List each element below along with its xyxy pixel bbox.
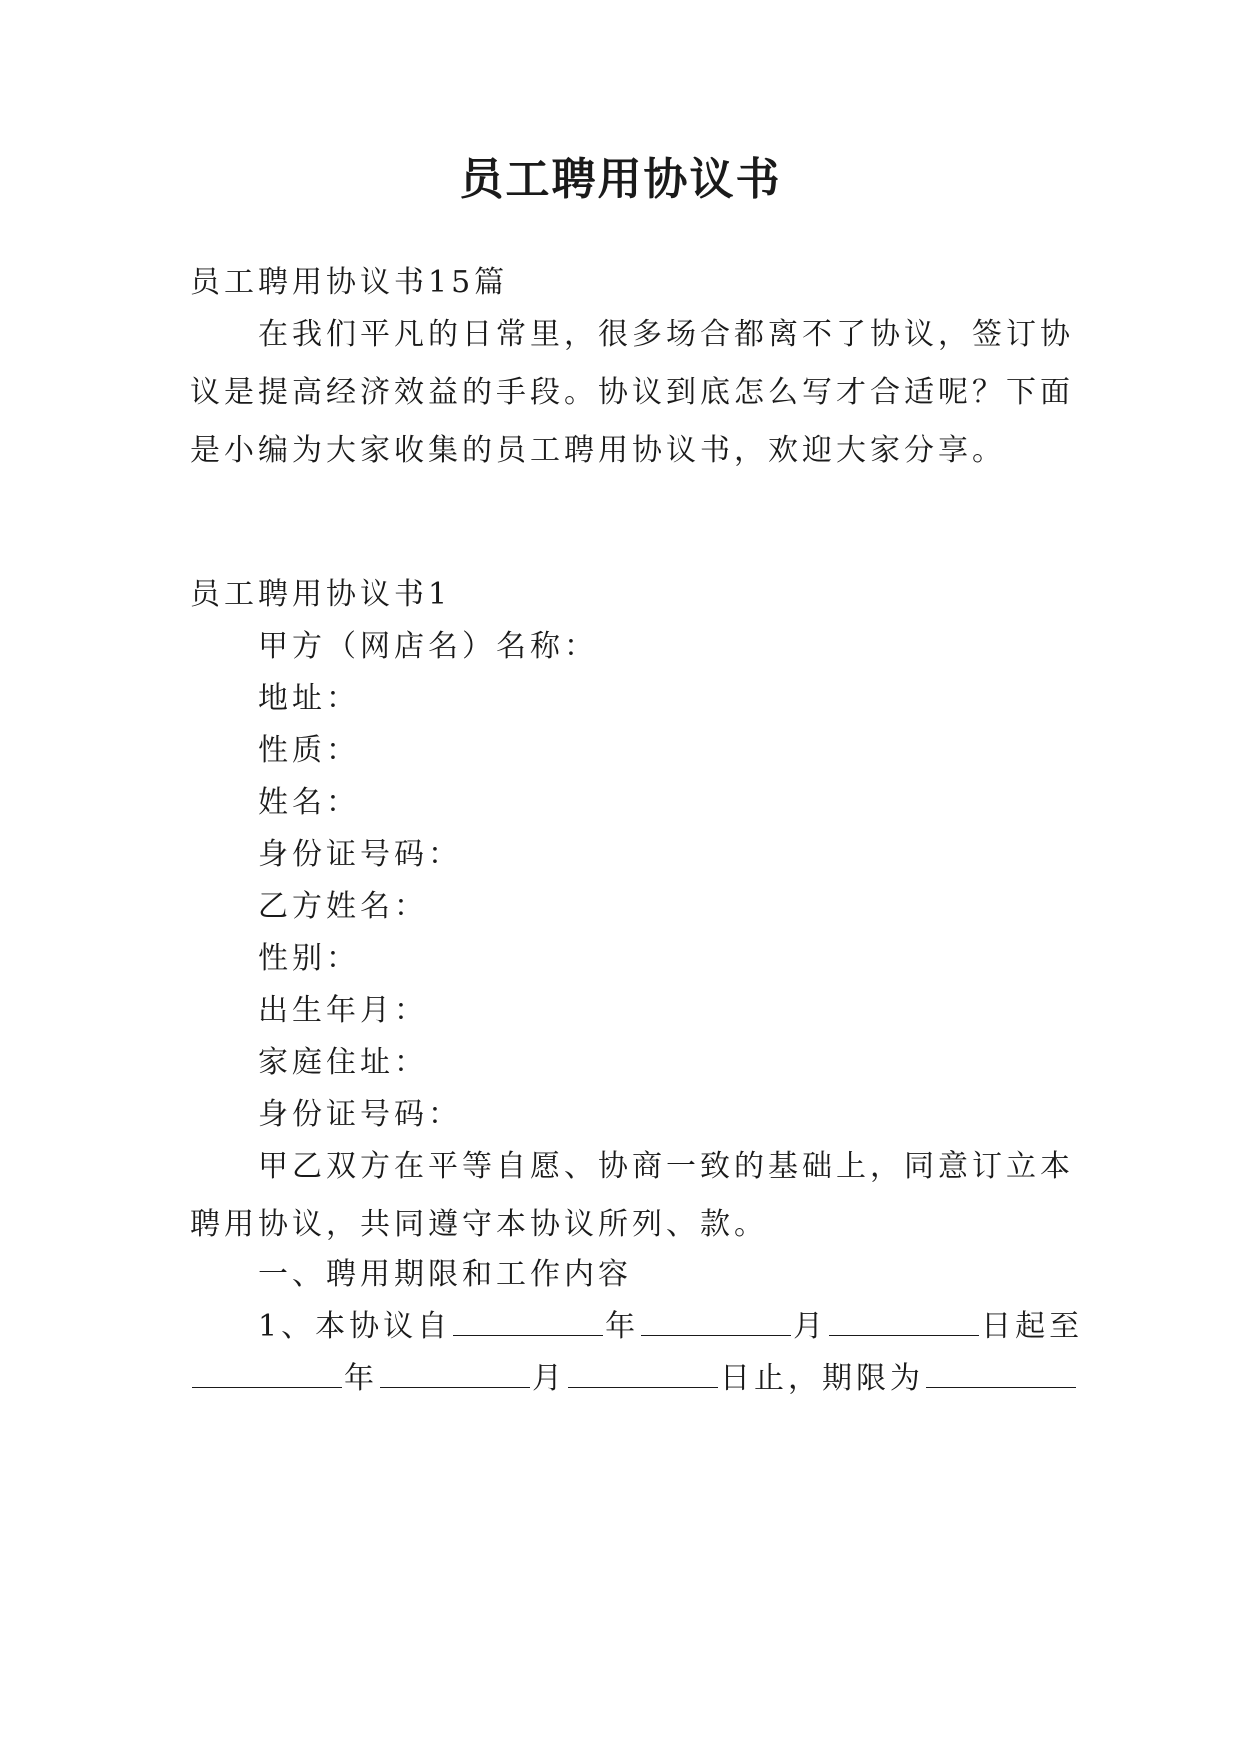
field-nature: 性质： <box>258 733 360 768</box>
blank-month-to <box>380 1359 530 1388</box>
collection-heading: 员工聘用协议书15篇 <box>190 265 509 300</box>
agreement-line-1: 甲乙双方在平等自愿、协商一致的基础上，同意订立本 <box>258 1149 1074 1184</box>
clause-1-1-line-2 <box>190 1350 1052 1408</box>
intro-line-1: 在我们平凡的日常里，很多场合都离不了协议，签订协 <box>258 317 1074 352</box>
field-id-number-a: 身份证号码： <box>258 837 462 872</box>
agreement-line-2: 聘用协议，共同遵守本协议所列、款。 <box>190 1207 768 1242</box>
intro-line-3: 是小编为大家收集的员工聘用协议书，欢迎大家分享。 <box>190 433 1006 468</box>
section-heading: 员工聘用协议书1 <box>190 577 452 612</box>
blank-term <box>926 1359 1076 1388</box>
blank-day-from <box>829 1307 979 1336</box>
day-to-label: 日止，期限为 <box>720 1361 924 1396</box>
field-home-address: 家庭住址： <box>258 1045 428 1080</box>
field-birth: 出生年月： <box>258 993 428 1028</box>
clause-1-1-line-1 <box>258 1298 1120 1356</box>
intro-paragraph <box>190 306 1074 480</box>
clause-prefix: 1、本协议自 <box>258 1309 452 1344</box>
field-party-a-name: 甲方（网店名）名称： <box>258 629 598 664</box>
blank-day-to <box>568 1359 718 1388</box>
blank-year-from <box>453 1307 603 1336</box>
field-id-number-b: 身份证号码： <box>258 1097 462 1132</box>
field-gender: 性别： <box>258 941 360 976</box>
blank-month-from <box>641 1307 791 1336</box>
day-from-label: 日起至 <box>981 1309 1084 1344</box>
month-label-2: 月 <box>532 1361 566 1396</box>
agreement-paragraph <box>190 1138 1074 1254</box>
intro-line-2: 议是提高经济效益的手段。协议到底怎么写才合适呢？下面 <box>190 375 1074 410</box>
year-label-2: 年 <box>344 1361 378 1396</box>
field-name: 姓名： <box>258 785 360 820</box>
blank-year-to <box>192 1359 342 1388</box>
month-label: 月 <box>793 1309 828 1344</box>
document-title: 员工聘用协议书 <box>459 154 782 205</box>
year-label: 年 <box>605 1309 640 1344</box>
clause-heading: 一、聘用期限和工作内容 <box>258 1257 632 1292</box>
field-party-b-name: 乙方姓名： <box>258 889 428 924</box>
field-address: 地址： <box>258 681 360 716</box>
